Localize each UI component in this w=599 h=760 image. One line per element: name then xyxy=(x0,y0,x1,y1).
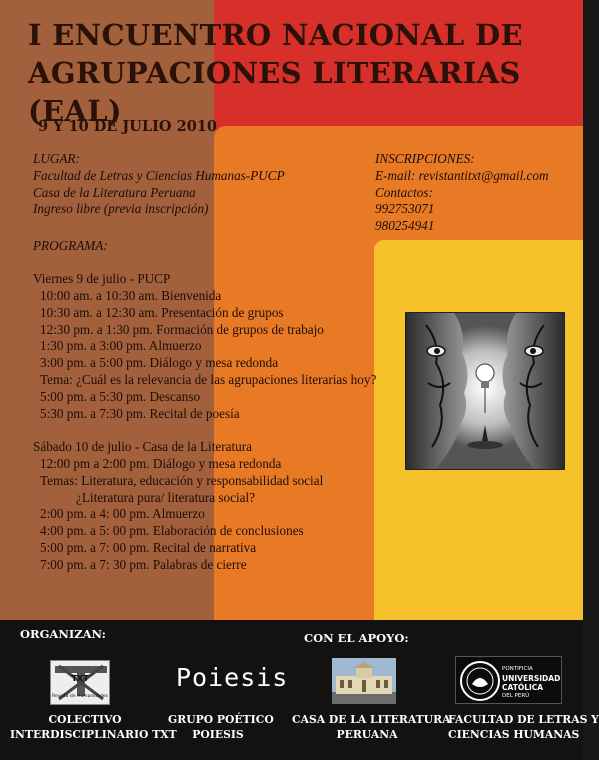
schedule-item: 2:00 pm. a 4: 00 pm. Almuerzo xyxy=(40,506,205,522)
pucp-seal-icon xyxy=(458,658,506,704)
schedule-item: Temas: Literatura, educación y responsabilidad social xyxy=(40,472,324,488)
schedule-item: 10:00 am. a 10:30 am. Bienvenida xyxy=(40,288,222,303)
pucp-logo xyxy=(455,656,562,704)
title-line-2: AGRUPACIONES LITERARIAS (EAL) xyxy=(28,56,521,128)
schedule-item: 3:00 pm. a 5:00 pm. Diálogo y mesa redonda xyxy=(40,355,279,371)
casa-literatura-photo xyxy=(332,658,396,704)
schedule-item: 12:00 pm a 2:00 pm. Diálogo y mesa redonda xyxy=(40,456,282,471)
day1-schedule xyxy=(40,288,376,422)
schedule-item: 4:00 pm. a 5: 00 pm. Elaboración de conclusiones xyxy=(40,523,304,539)
title-line-1: I ENCUENTRO NACIONAL DE xyxy=(28,18,523,52)
txt-logo xyxy=(50,660,110,705)
schedule-item: 12:30 pm. a 1:30 pm. Formación de grupos de trabajo xyxy=(40,321,324,337)
schedule-item: Tema: ¿Cuál es la relevancia de las agrupaciones literarias hoy? xyxy=(40,371,377,387)
inscripciones-section xyxy=(375,151,549,235)
lugar-section xyxy=(33,151,285,218)
schedule-item: 5:00 pm. a 7: 00 pm. Recital de narrativa xyxy=(40,539,257,555)
lugar-line: Ingreso libre (previa inscripción) xyxy=(33,201,209,217)
txt-logo-text: TXT xyxy=(71,674,89,683)
lugar-line: Facultad de Letras y Ciencias Humanas-PUCP xyxy=(33,167,285,183)
schedule-item: 1:30 pm. a 3:00 pm. Almuerzo xyxy=(40,338,202,354)
day1-title: Viernes 9 de julio - PUCP xyxy=(33,271,171,286)
support-pucp-caption: FACULTAD DE LETRAS Y CIENCIAS HUMANAS xyxy=(448,713,599,741)
support-casa-caption: CASA DE LA LITERATURA PERUANA xyxy=(292,713,451,741)
schedule-item: 7:00 pm. a 7: 30 pm. Palabras de cierre xyxy=(40,556,247,572)
apoyo-heading: CON EL APOYO: xyxy=(304,631,409,645)
org-txt-caption: COLECTIVO INTERDISCIPLINARIO TXT xyxy=(10,713,177,741)
schedule-item: ¿Literatura pura/ literatura social? xyxy=(76,489,256,505)
day2-schedule xyxy=(40,456,323,574)
surreal-faces-artwork xyxy=(405,312,565,470)
poster-title xyxy=(28,16,568,130)
txt-logo-subtitle: Revista de Humanidades xyxy=(51,694,109,699)
contact-phone: 992753071 xyxy=(375,201,435,217)
schedule-item: 10:30 am. a 12:30 am. Presentación de grupos xyxy=(40,304,284,320)
contact-email[interactable]: E-mail: revistantitxt@gmail.com xyxy=(375,167,549,183)
pucp-logo-text: PONTIFICIA UNIVERSIDAD CATÓLICA DEL PERÚ xyxy=(502,666,561,699)
contacts-label: Contactos: xyxy=(375,184,433,200)
lugar-heading: LUGAR: xyxy=(33,151,80,166)
day2-title: Sábado 10 de julio - Casa de la Literatura xyxy=(33,439,252,454)
schedule-item: 5:30 pm. a 7:30 pm. Recital de poesía xyxy=(40,405,240,421)
org-poiesis-caption: GRUPO POÉTICO POIESIS xyxy=(168,713,274,741)
organizan-heading: ORGANIZAN: xyxy=(20,627,106,641)
programa-heading: PROGRAMA: xyxy=(33,238,108,253)
lugar-line: Casa de la Literatura Peruana xyxy=(33,184,196,200)
poiesis-logo: Poiesis xyxy=(176,663,289,692)
schedule-item: 5:00 pm. a 5:30 pm. Descanso xyxy=(40,388,201,404)
contact-phone: 980254941 xyxy=(375,218,435,234)
inscripciones-heading: INSCRIPCIONES: xyxy=(375,151,475,166)
event-date: 9 Y 10 DE JULIO 2010 xyxy=(38,118,217,135)
